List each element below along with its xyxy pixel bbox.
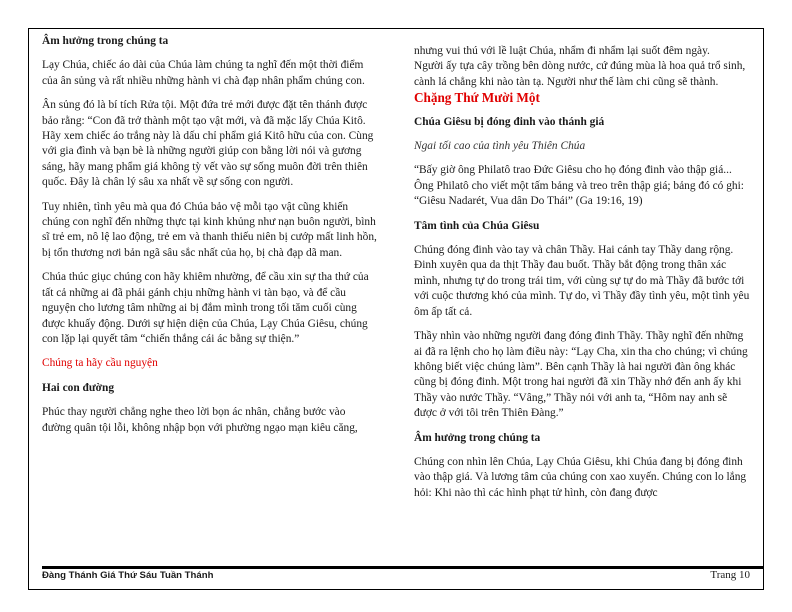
section-heading: Âm hưởng trong chúng ta (42, 35, 169, 47)
psalm-line: nhưng vui thú với lề luật Chúa, nhẩm đi nhẩm lại suốt đêm ngày. (414, 45, 710, 57)
psalm-line: Người ấy tựa cây trồng bên dòng nước, cứ đúng mùa là hoa quả trổ sinh, (414, 60, 746, 73)
paragraph: Chúa thúc giục chúng con hãy khiêm nhường, để cầu xin sự tha thứ của tất cả những ai đã phải gánh chịu những hành vi tàn bạo, và để cầu nguyện cho lương tâm những ai bị đắm mình trong tối tăm cuối cùng được khuấy động. Dưới sự hiện diện của Chúa, Lạy Chúa Giêsu, chúng con lặp lại quyết tâm “chiến thắng cái ác bằng sự thiện.” (42, 271, 369, 345)
page-number: Trang 10 (710, 569, 750, 581)
paragraph: Lạy Chúa, chiếc áo dài của Chúa làm chúng ta nghĩ đến một thời điểm của ân sủng và rất nhiều những hành vi chà đạp nhân phẩm chúng con. (42, 59, 365, 87)
footer-title: Đàng Thánh Giá Thứ Sáu Tuần Thánh (42, 570, 214, 581)
paragraph: Chúng con nhìn lên Chúa, Lạy Chúa Giêsu, khi Chúa đang bị đóng đinh vào thập giá. Và lương tâm của chúng con xao xuyến. Chúng con lo lắng hỏi: Khi nào thì các hình phạt tử hình, còn đang được (414, 455, 747, 499)
scripture-quote: “Bấy giờ ông Philatô trao Đức Giêsu cho họ đóng đinh vào thập giá... Ông Philatô cho viết một tấm bảng và treo trên thập giá; bảng đó có ghi: “Giêsu Nadarét, Vua dân Do Thái” (Ga 19:16, 19) (414, 164, 744, 208)
section-heading: Tâm tình của Chúa Giêsu (414, 219, 540, 232)
psalm-block (414, 44, 752, 90)
right-column (414, 44, 752, 510)
prayer-call: Chúng ta hãy cầu nguyện (42, 357, 158, 370)
psalm-line: cành lá chẳng khi nào tàn tạ. Người như thế làm chi cũng sẽ thành. (414, 75, 719, 88)
paragraph: Chúng đóng đinh vào tay và chân Thầy. Hai cánh tay Thầy dang rộng. Đinh xuyên qua da thịt Thầy đau buốt. Thầy bắt động trong thân xác mình, nhưng tự do trong trái tim, với cùng sự tự do mà Thầy đã bước tới với cuộc thương khó của mình. Tự do, vì Thầy đầy tình yêu, một tình yêu ôm ấp tất cả. (414, 244, 750, 318)
paragraph: Tuy nhiên, tình yêu mà qua đó Chúa bảo vệ mỗi tạo vật cũng khiến chúng con nghĩ đến những thực tại kinh khủng như nạn buôn người, bình sĩ trẻ em, nô lệ lao động, trẻ em và thanh thiếu niên bị cướp mất linh hồn, bị tổn thương nơi bản ngã sâu sắc nhất của họ, bị chà đạp dã man. (42, 200, 377, 259)
footer-rule (42, 566, 764, 569)
station-subtitle: Ngai tối cao của tình yêu Thiên Chúa (414, 140, 586, 153)
section-heading: Âm hưởng trong chúng ta (414, 431, 541, 444)
paragraph: Phúc thay người chẳng nghe theo lời bọn ác nhân, chẳng bước vào đường quân tội lỗi, không nhập bọn với phường ngạo mạn kiêu căng, (42, 406, 358, 434)
paragraph: Ân sủng đó là bí tích Rửa tội. Một đứa trẻ mới được đặt tên thánh được bảo rằng: “Con đã trở thành một tạo vật mới, và đã mặc lấy Chúa Kitô. Hãy xem chiếc áo trắng này là dấu chỉ phẩm giá Kitô hữu của con. Cùng với gia đình và bạn bè là những người giúp con bằng lời nói và gương sáng, hãy mang phẩm giá không tỳ vết vào sự sống muôn đời trên thiên quốc. Đây là chân lý sâu xa nhất về sự sống con người. (42, 99, 374, 189)
section-heading: Hai con đường (42, 381, 115, 394)
paragraph: Thầy nhìn vào những người đang đóng đinh Thầy. Thầy nghĩ đến những ai đã ra lệnh cho họ làm điều này: “Lạy Cha, xin tha cho chúng; vì chúng không biết việc chúng làm”. Bên cạnh Thầy là hai người đàn ông khác cũng bị đóng đinh. Một trong hai người đã xin Thầy nhớ đến anh ấy khi Thầy vào nước Thầy. “Vâng,” Thầy nói với anh ta, “Hôm nay anh sẽ được ở với tôi trên Thiên Đàng.” (414, 330, 748, 420)
station-title: Chúa Giêsu bị đóng đinh vào thánh giá (414, 115, 605, 128)
chapter-title: Chặng Thứ Mười Một (414, 90, 540, 106)
left-column (42, 34, 377, 445)
